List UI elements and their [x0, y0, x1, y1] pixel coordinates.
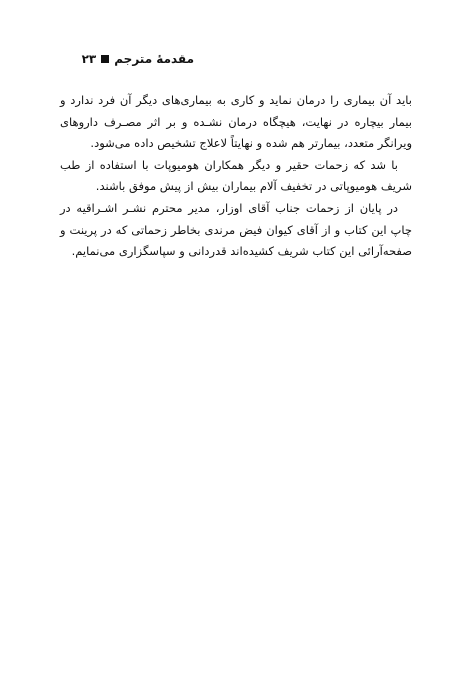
page-header: [64, 50, 194, 68]
square-bullet-icon: [101, 55, 109, 63]
paragraph-3: در پایان از زحمات جناب آقای اوزار، مدیر محترم نشـر اشـراقیه در چاپ این کتاب و از آقای کیوان فیض مرندی بخاطر زحماتی که در پرینت و صفحه‌آرائی این کتاب شریف کشیده‌اند قدردانی و سپاسگزاری می‌نمایم.: [60, 200, 412, 259]
paragraph-2: با شد که زحمات حقیر و دیگر همکاران هومیوپات با استفاده از طب شریف هومیوپاتی در تخفیف آلام بیماران بیش از پیش موفق باشند.: [60, 157, 412, 194]
paragraph-1: باید آن بیماری را درمان نماید و کاری به بیماری‌های دیگر آن فرد ندارد و بیمار بیچاره در نهایت، هیچگاه درمان نشـده و بر اثر مصـرف داروهای ویرانگر متعدد، بیمارتر هم شده و نهایتاً لاعلاج تشخیص داده می‌شود.: [60, 93, 412, 151]
header-title: مقدمهٔ مترجم: [114, 52, 194, 66]
body-text: [60, 90, 412, 263]
page-number: ۲۳: [81, 52, 97, 66]
